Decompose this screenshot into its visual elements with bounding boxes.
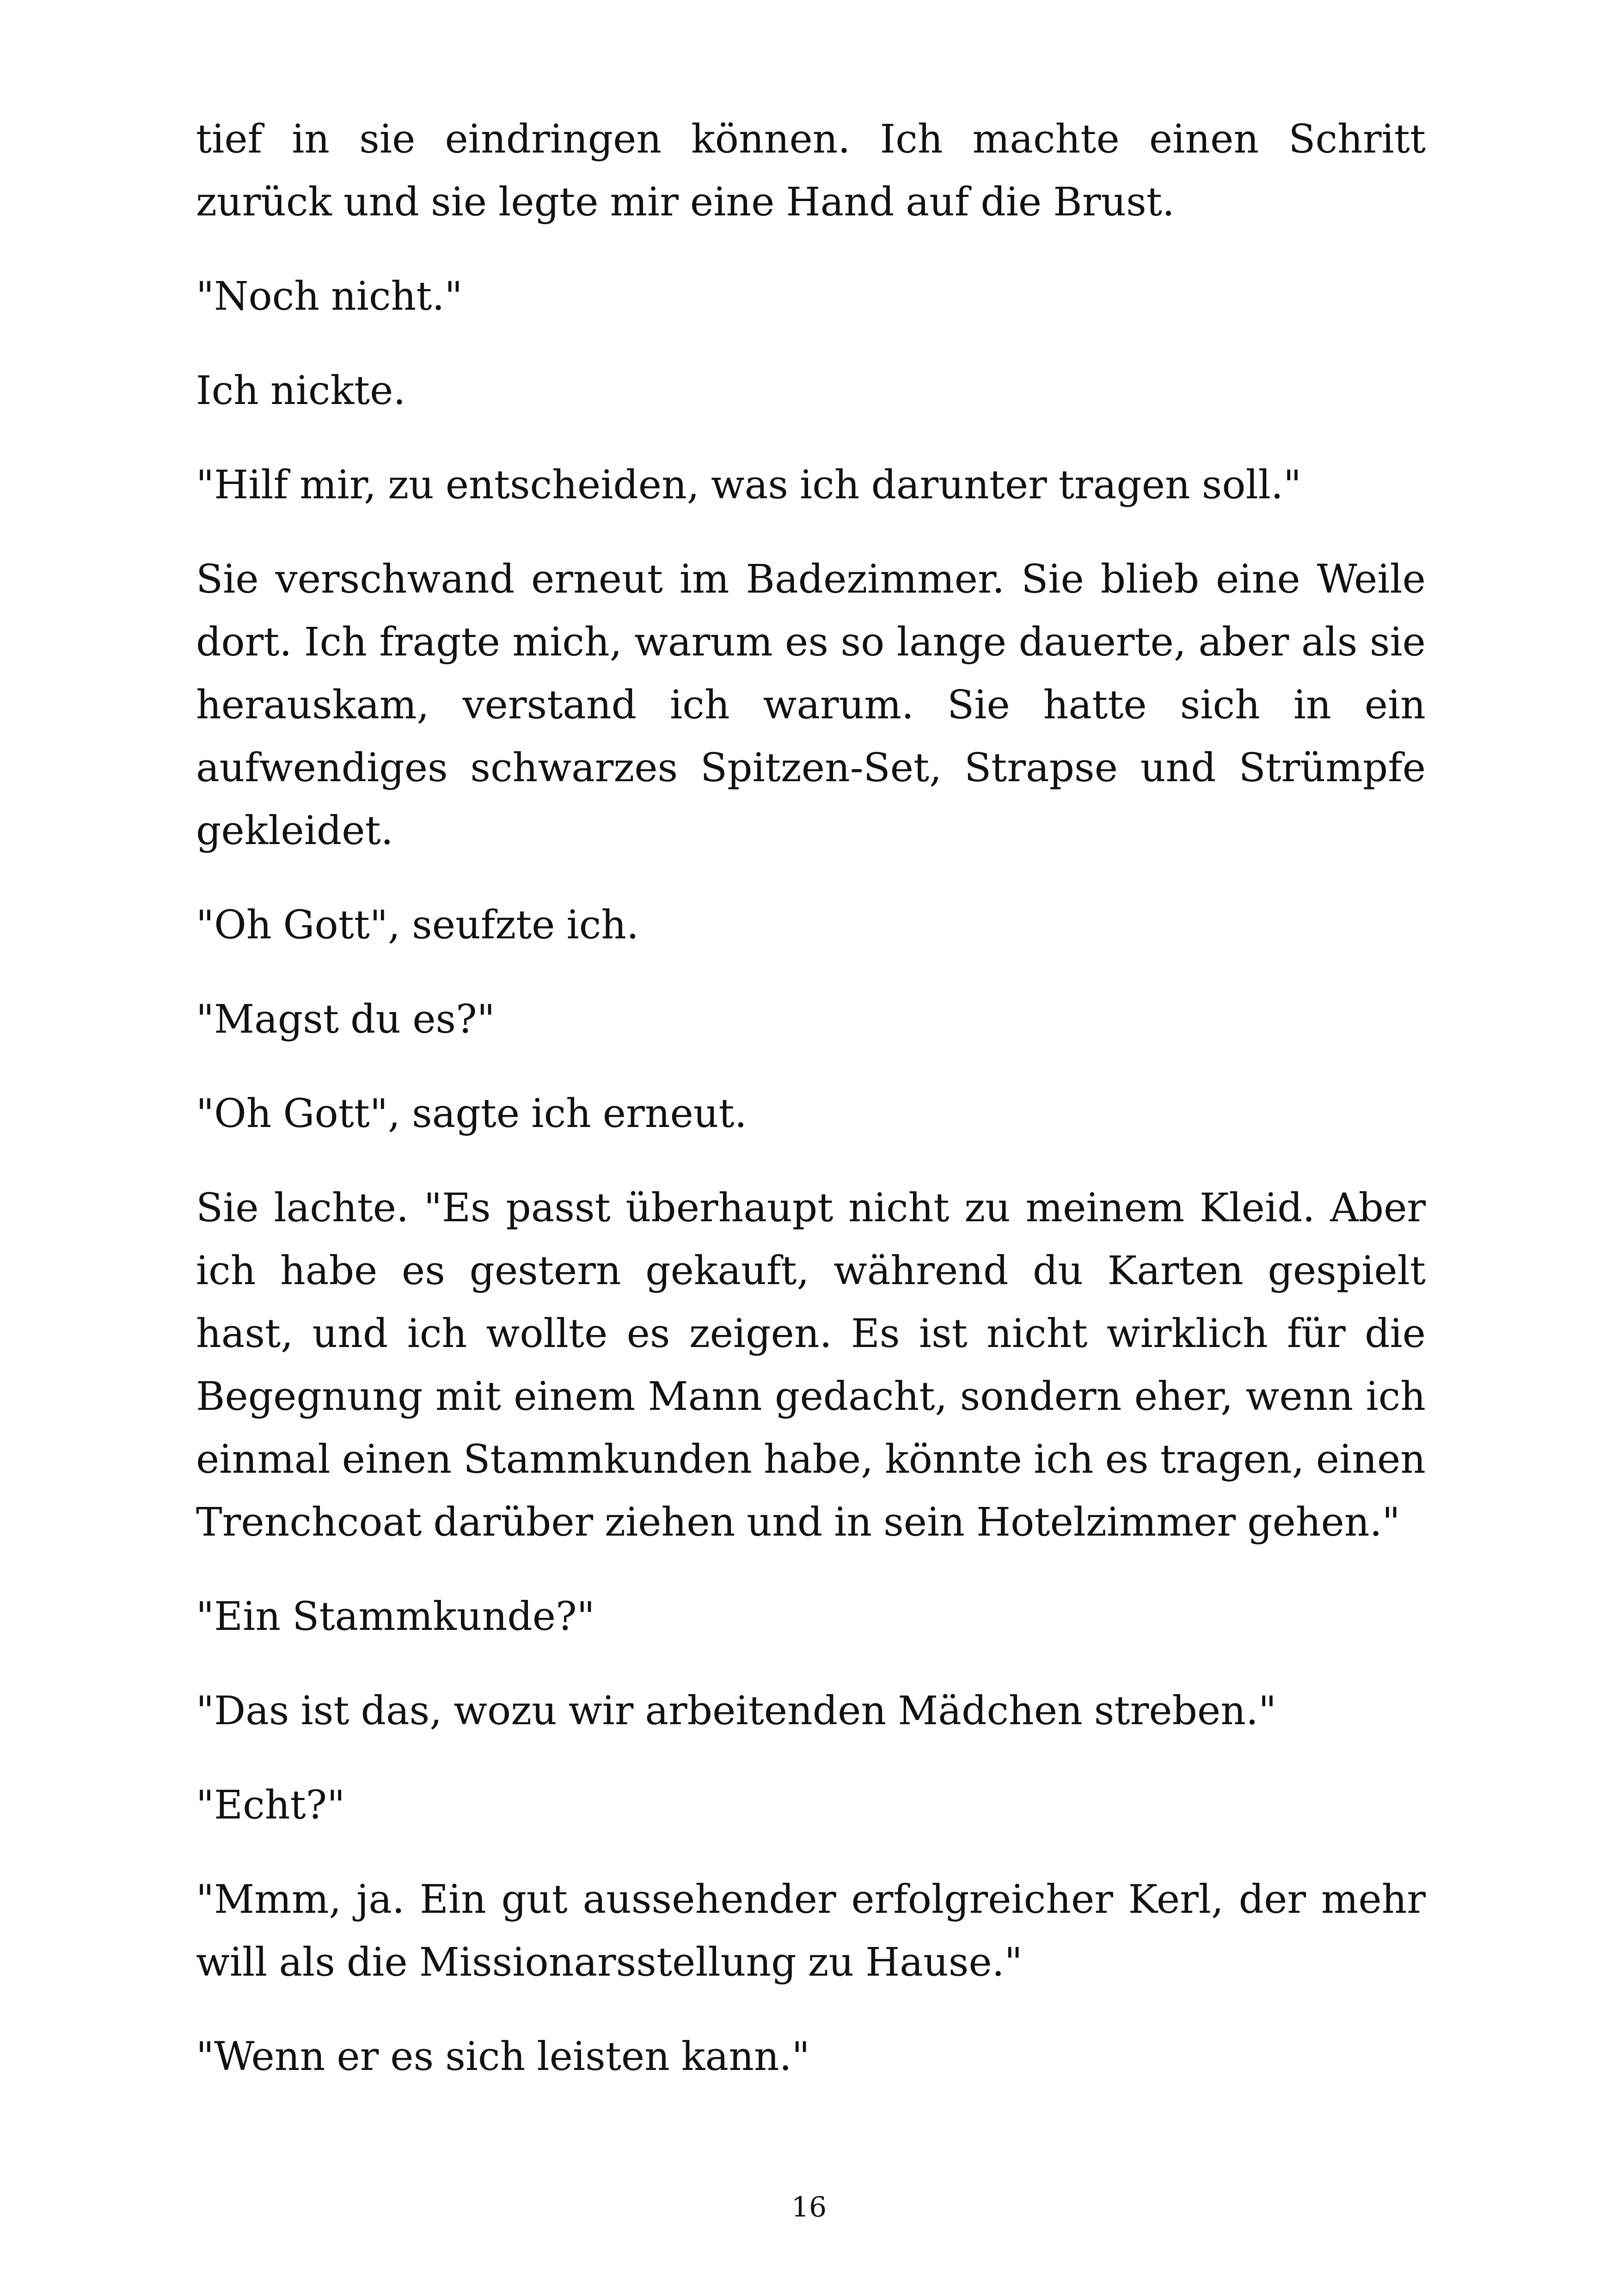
paragraph: "Wenn er es sich leisten kann."	[196, 2034, 810, 2080]
paragraph: "Magst du es?"	[196, 997, 495, 1042]
paragraph: tief in sie eindringen können. Ich machte einen Schritt zurück und sie legte mir eine Hand auf die Brust.	[196, 116, 1426, 225]
paragraph: Ich nickte.	[196, 368, 406, 414]
page-body-text	[196, 108, 1426, 2120]
paragraph: Sie verschwand erneut im Badezimmer. Sie blieb eine Weile dort. Ich fragte mich, warum es so lange dauerte, aber als sie herauskam, verstand ich warum. Sie hatte sich in ein aufwendiges schwarzes Spitzen-Set, Strapse und Strümpfe gekleidet.	[196, 557, 1426, 854]
paragraph: "Noch nicht."	[196, 274, 463, 319]
paragraph: "Hilf mir, zu entscheiden, was ich darunter tragen soll."	[196, 462, 1302, 508]
paragraph: "Das ist das, wozu wir arbeitenden Mädchen streben."	[196, 1688, 1277, 1734]
paragraph: "Oh Gott", sagte ich erneut.	[196, 1091, 747, 1137]
page-number: 16	[791, 2191, 827, 2223]
paragraph: Sie lachte. "Es passt überhaupt nicht zu meinem Kleid. Aber ich habe es gestern gekauft, während du Karten gespielt hast, und ich wollte es zeigen. Es ist nicht wirklich für die Begegnung mit einem Mann gedacht, sondern eher, wenn ich einmal einen Stammkunden habe, könnte ich es tragen, einen Trenchcoat darüber ziehen und in sein Hotelzimmer gehen."	[196, 1185, 1426, 1545]
paragraph: "Echt?"	[196, 1782, 345, 1828]
paragraph: "Oh Gott", seufzte ich.	[196, 902, 639, 948]
paragraph: "Mmm, ja. Ein gut aussehender erfolgreicher Kerl, der mehr will als die Missionarsstellung zu Hause."	[196, 1877, 1426, 1985]
paragraph: "Ein Stammkunde?"	[196, 1594, 595, 1640]
